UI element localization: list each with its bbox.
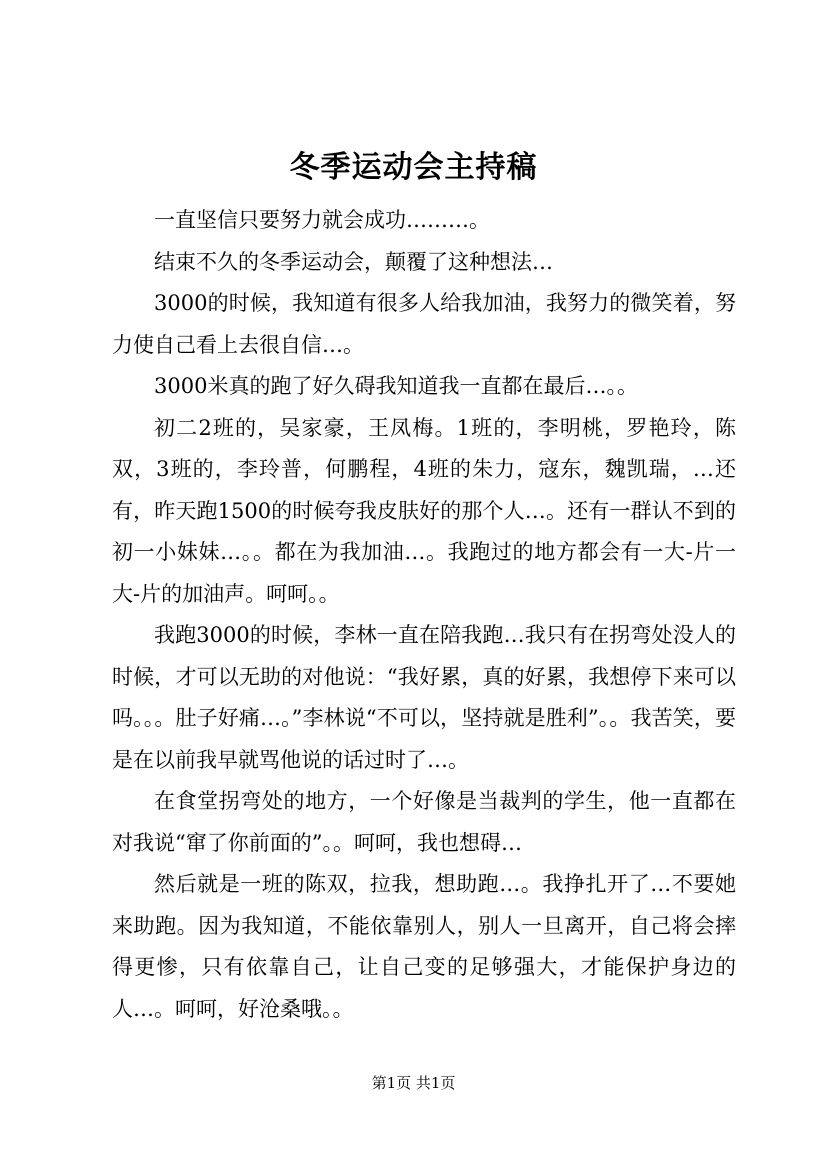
document-title: 冬季运动会主持稿: [289, 150, 538, 185]
paragraph: 3000米真的跑了好久碍我知道我一直都在最后…。。: [154, 374, 638, 398]
paragraph: 然后就是一班的陈双，拉我，想助跑…。我挣扎开了…不要她来助跑。因为我知道，不能依靠别人，别人一旦离开，自己将会摔得更惨，只有依靠自己，让自己变的足够强大，才能保护身边的人…。呵呵，好沧桑哦。。: [112, 872, 736, 1021]
paragraph: 初二2班的，吴家豪，王凤梅。1班的，李明桃，罗艳玲，陈双，3班的，李玲普，何鹏程，4班的朱力，寇东，魏凯瑞，…还有，昨天跑1500的时候夸我皮肤好的那个人…。还有一群认不到的初一小妹妹…。。都在为我加油…。我跑过的地方都会有一大-片一大-片的加油声。呵呵。。: [112, 415, 736, 606]
paragraph: 3000的时候，我知道有很多人给我加油，我努力的微笑着，努力使自己看上去很自信…。: [112, 291, 736, 357]
paragraph: 我跑3000的时候，李林一直在陪我跑…我只有在拐弯处没人的时候，才可以无助的对他说：“我好累，真的好累，我想停下来可以吗。。。肚子好痛…。”李林说“不可以，坚持就是胜利”。。我苦笑，要是在以前我早就骂他说的话过时了…。: [112, 623, 736, 772]
page-footer: 第1页 共1页: [371, 1074, 456, 1092]
paragraph: 结束不久的冬季运动会，颠覆了这种想法…: [154, 249, 553, 274]
paragraph: 一直坚信只要努力就会成功………。: [154, 208, 490, 232]
document-body: [112, 200, 736, 1030]
paragraph: 在食堂拐弯处的地方，一个好像是当裁判的学生，他一直都在对我说“窜了你前面的”。。呵呵，我也想碍…: [112, 789, 736, 855]
